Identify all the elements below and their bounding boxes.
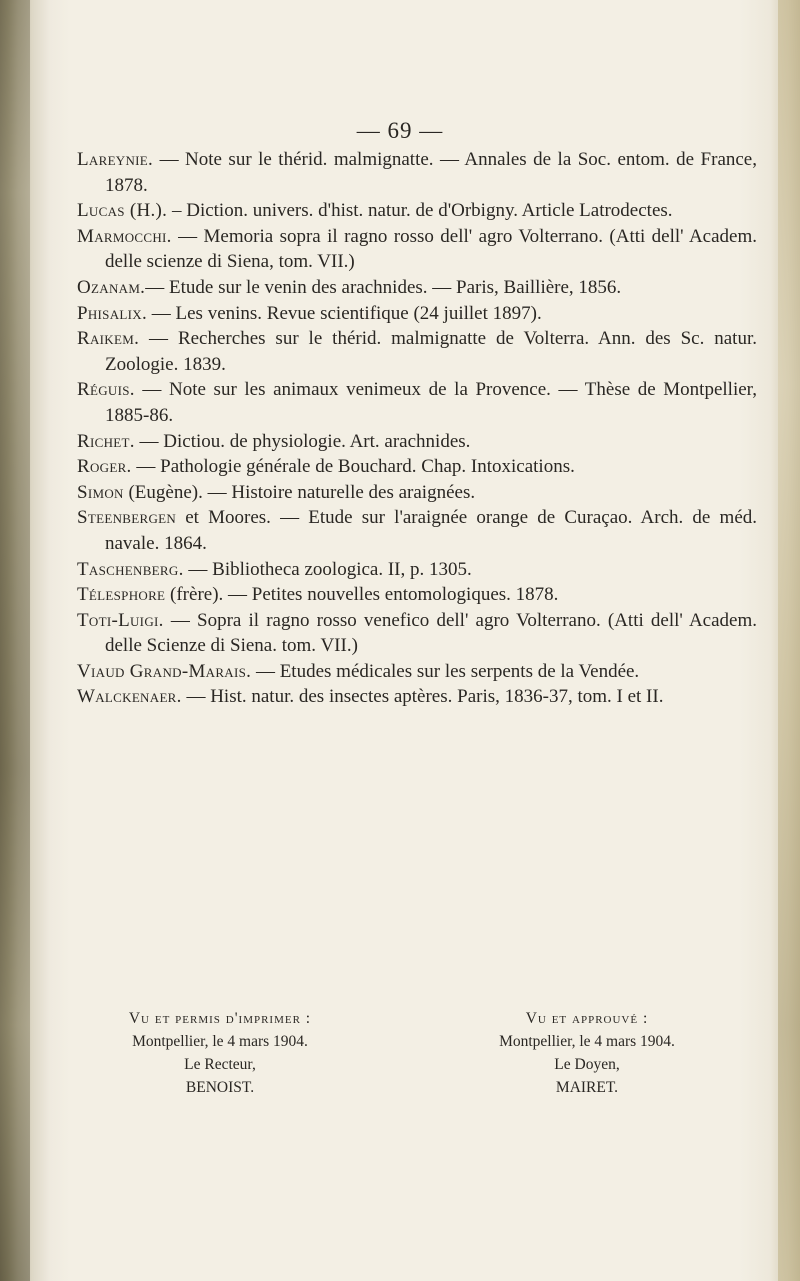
entry-author: Steenbergen [77, 507, 177, 529]
entry-text: et Moores. — Etude sur l'araignée orange de Curaçao. Arch. de méd. navale. 1864. [105, 507, 757, 554]
entry-author: Raikem. [77, 328, 140, 350]
entry-text: (frère). — Petites nouvelles entomologiques. 1878. [165, 584, 559, 606]
approval-block [442, 1007, 732, 1099]
imprimatur-signatory: BENOIST. [185, 1079, 255, 1096]
binding-shadow [0, 0, 30, 1281]
page-edge-discoloration [778, 0, 800, 1281]
imprimatur-place-date: Montpellier, le 4 mars 1904. [132, 1033, 308, 1050]
imprimatur-heading: Vu et permis d'imprimer : [128, 1010, 312, 1027]
bibliography-entry [77, 659, 757, 685]
bibliography-entry [77, 429, 757, 455]
approval-signatory: MAIRET. [555, 1079, 619, 1096]
entry-text: (Eugène). — Histoire naturelle des araignées. [123, 481, 476, 503]
entry-text: — Memoria sopra il ragno rosso dell' agro Volterrano. (Atti dell' Academ. delle scienze di Siena, tom. VII.) [105, 225, 757, 273]
entry-author: Walckenaer. [77, 686, 182, 708]
entry-text: — Etude sur le venin des arachnides. — Paris, Baillière, 1856. [145, 276, 622, 298]
bibliography-entry [77, 198, 757, 224]
bibliography-entry [77, 480, 757, 506]
imprimatur-role: Le Recteur, [184, 1056, 256, 1073]
bibliography-entry [77, 505, 757, 556]
entry-text: — Pathologie générale de Bouchard. Chap. Intoxications. [131, 456, 575, 478]
approval-role: Le Doyen, [554, 1056, 620, 1073]
entry-author: Toti-Luigi. [77, 609, 164, 631]
bibliography-entry [77, 684, 757, 710]
entry-text: — Sopra il ragno rosso venefico dell' agro Volterrano. (Atti dell' Academ. delle Scienze di Siena. tom. VII.) [105, 609, 757, 657]
entry-text: — Les venins. Revue scientifique (24 juillet 1897). [147, 302, 542, 324]
bibliography-entry [77, 275, 757, 301]
bibliography-entry [77, 326, 757, 377]
entry-text: — Dictiou. de physiologie. Art. arachnides. [134, 430, 471, 452]
entry-author: Richet. [77, 430, 135, 452]
entry-text: – Diction. univers. d'hist. natur. de d'Orbigny. Article Latrodectes. [167, 200, 673, 222]
entry-text: — Note sur le thérid. malmignatte. — Annales de la Soc. entom. de France, 1878. [105, 149, 757, 196]
bibliography-entry [77, 147, 757, 198]
page-number: — 69 — [356, 118, 444, 143]
entry-text: — Etudes médicales sur les serpents de la Vendée. [251, 660, 640, 682]
entry-author: Phisalix. [77, 302, 148, 324]
entry-author: Viaud Grand-Marais. [77, 660, 252, 682]
entry-text: — Recherches sur le thérid. malmignatte de Volterra. Ann. des Sc. natur. Zoologie. 1839. [105, 328, 757, 375]
bibliography-entry [77, 557, 757, 583]
entry-author: Marmocchi. [77, 225, 172, 247]
bibliography-entry [77, 582, 757, 608]
bibliography-entry [77, 608, 757, 659]
entry-text: — Note sur les animaux venimeux de la Provence. — Thèse de Montpellier, 1885-86. [105, 379, 757, 426]
entry-author: Taschenberg. [77, 558, 184, 580]
entry-author: Lareynie. [77, 149, 154, 170]
bibliography-entry [77, 454, 757, 480]
bibliography-entry [77, 377, 757, 428]
entry-author: Télesphore [77, 584, 166, 606]
approval-heading: Vu et approuvé : [525, 1010, 649, 1027]
entry-author: Roger. [77, 456, 132, 478]
entry-text: — Hist. natur. des insectes aptères. Paris, 1836-37, tom. I et II. [181, 686, 664, 708]
entry-author: Ozanam. [77, 276, 146, 298]
approval-place-date: Montpellier, le 4 mars 1904. [499, 1033, 675, 1050]
entry-author: Simon [77, 481, 124, 503]
bibliography-entry [77, 301, 757, 327]
entry-text: — Bibliotheca zoologica. II, p. 1305. [183, 558, 472, 580]
bibliography-entry [77, 224, 757, 275]
entry-author: Lucas (H.). [77, 200, 168, 222]
imprimatur-block [75, 1007, 365, 1099]
entry-author: Réguis. [77, 379, 135, 401]
bibliography-list [77, 147, 757, 710]
